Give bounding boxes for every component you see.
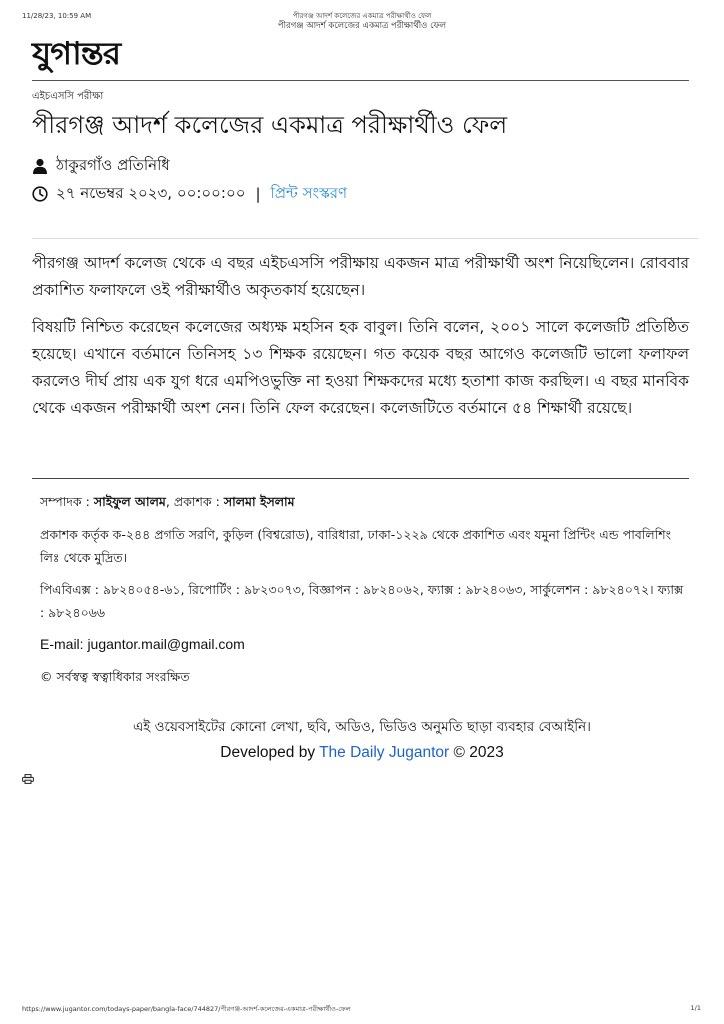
footer-copyright: © সর্বস্বত্ব স্বত্বাধিকার সংরক্ষিত bbox=[40, 669, 190, 684]
footer-phones: পিএবিএক্স : ৯৮২৪০৫৪-৬১, রিপোর্টিং : ৯৮২৩০৭৩, বিজ্ঞাপন : ৯৮২৪০৬২, ফ্যাক্স : ৯৮২৪০৬৩, সার্কুলেশন : ৯৮২৪০৭২। ফ্যাক্স : ৯৮২৪০৬৬ bbox=[40, 582, 684, 620]
footer-divider bbox=[32, 478, 689, 479]
article-category[interactable]: এইচএসসি পরীক্ষা bbox=[32, 91, 104, 102]
author-row bbox=[32, 155, 170, 177]
print-header-title-top: পীরগঞ্জ আদর্শ কলেজের একমাত্র পরীক্ষার্থীও ফেল bbox=[292, 12, 432, 20]
printer-icon[interactable] bbox=[22, 774, 34, 784]
site-logo[interactable]: যুগান্তর bbox=[32, 36, 121, 72]
article-body bbox=[32, 250, 689, 432]
header-divider bbox=[32, 80, 689, 81]
editor-publisher-line bbox=[40, 490, 690, 513]
print-footer-url: https://www.jugantor.com/todays-paper/bangla-face/744827/পীরগঞ্জ-আদর্শ-কলেজের-একমাত্র-পরীক্ষার্থীও-ফেল bbox=[22, 1005, 351, 1013]
article-date: ২৭ নভেম্বর ২০২৩, ০০:০০:০০ bbox=[56, 183, 246, 202]
article-headline: পীরগঞ্জ আদর্শ কলেজের একমাত্র পরীক্ষার্থীও ফেল bbox=[32, 111, 508, 139]
print-header-datetime: 11/28/23, 10:59 AM bbox=[22, 12, 92, 20]
developed-prefix: Developed by bbox=[220, 744, 320, 761]
footer-address: প্রকাশক কর্তৃক ক-২৪৪ প্রগতি সরণি, কুড়িল (বিশ্বরোড), বারিধারা, ঢাকা-১২২৯ থেকে প্রকাশিত এবং যমুনা প্রিন্টিং এন্ড পাবলিশিং লিঃ থেকে মুদ্রিত। bbox=[40, 527, 672, 565]
article-paragraph: পীরগঞ্জ আদর্শ কলেজ থেকে এ বছর এইচএসসি পরীক্ষায় একজন মাত্র পরীক্ষার্থী অংশ নিয়েছিলেন। রোববার প্রকাশিত ফলাফলে ওই পরীক্ষার্থীও অকৃতকার্য হয়েছেন। bbox=[32, 254, 689, 299]
print-header-title bbox=[0, 11, 724, 31]
developer-link[interactable]: The Daily Jugantor bbox=[319, 744, 450, 761]
editor-label: সম্পাদক : bbox=[40, 494, 94, 509]
developed-by-line bbox=[0, 744, 724, 762]
user-icon bbox=[32, 158, 48, 174]
meta-separator: | bbox=[255, 185, 261, 203]
print-footer-page: 1/1 bbox=[690, 1004, 701, 1012]
print-header-title-sub: পীরগঞ্জ আদর্শ কলেজের একমাত্র পরীক্ষার্থীও ফেল bbox=[277, 21, 447, 31]
developed-suffix: © 2023 bbox=[449, 744, 504, 761]
clock-icon bbox=[32, 186, 48, 202]
publisher-name: সালমা ইসলাম bbox=[223, 494, 295, 509]
article-paragraph: বিষয়টি নিশ্চিত করেছেন কলেজের অধ্যক্ষ মহসিন হক বাবুল। তিনি বলেন, ২০০১ সালে কলেজটি প্রতিষ্ঠিত হয়েছে। এখানে বর্তমানে তিনিসহ ১৩ শিক্ষক রয়েছেন। গত কয়েক বছর আগেও কলেজটি ভালো ফলাফল করলেও দীর্ঘ প্রায় এক যুগ ধরে এমপিওভুক্তি না হওয়া শিক্ষকদের মধ্যে হতাশা কাজ করছিল। এ বছর মানবিক থেকে একজন পরীক্ষার্থী অংশ নেন। তিনি ফেল করেছেন। কলেজটিতে বর্তমানে ৫৪ শিক্ষার্থী রয়েছে। bbox=[32, 318, 689, 417]
editor-name: সাইফুল আলম bbox=[93, 494, 166, 509]
footer-notice: এই ওয়েবসাইটের কোনো লেখা, ছবি, অডিও, ভিডিও অনুমতি ছাড়া ব্যবহার বেআইনি। bbox=[133, 719, 591, 735]
publisher-label: , প্রকাশক : bbox=[165, 494, 224, 509]
article-author: ঠাকুরগাঁও প্রতিনিধি bbox=[56, 155, 170, 174]
print-edition-link[interactable]: প্রিন্ট সংস্করণ bbox=[270, 183, 348, 202]
site-footer bbox=[40, 490, 690, 697]
meta-divider bbox=[32, 238, 698, 239]
footer-email[interactable]: E-mail: jugantor.mail@gmail.com bbox=[40, 636, 245, 652]
date-row bbox=[32, 183, 347, 205]
